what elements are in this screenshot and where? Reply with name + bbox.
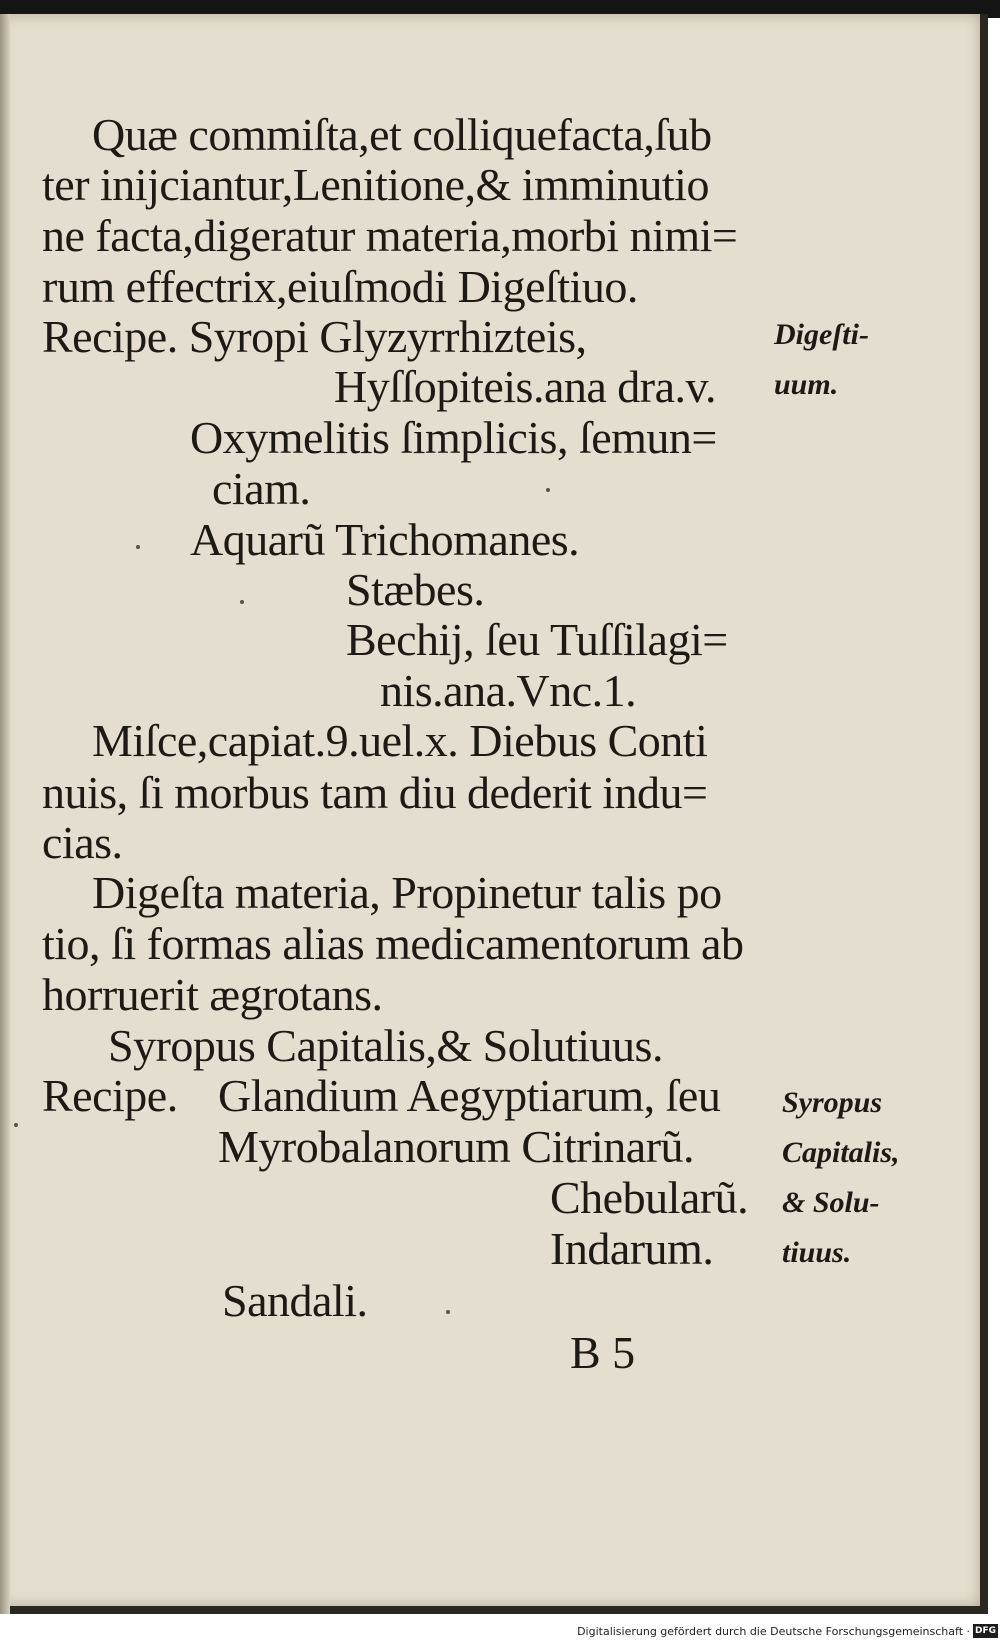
text-line: Sandali. — [222, 1275, 368, 1326]
text-line: cias. — [42, 817, 123, 868]
text-line: Bechij, ſeu Tuſſilagi= — [346, 614, 728, 665]
text-line: Quæ commiſta,et colliquefacta,ſub — [92, 109, 712, 160]
text-line: Stæbes. — [346, 564, 485, 615]
signature-mark: B 5 — [570, 1327, 636, 1378]
text-line: Miſce,capiat.9.uel.x. Diebus Conti — [92, 715, 708, 766]
text-line: Hyſſopiteis.ana dra.v. — [334, 361, 717, 412]
text-line: ter inijciantur,Lenitione,& imminutio — [42, 159, 709, 210]
ink-speck — [136, 545, 140, 549]
page-gutter-edge — [0, 14, 10, 1614]
ink-speck — [240, 600, 244, 604]
text-line: Aquarũ Trichomanes. — [190, 514, 580, 565]
text-line: Indarum. — [550, 1223, 714, 1274]
ink-speck — [14, 1123, 18, 1127]
margin-note: & Solu- — [782, 1186, 880, 1219]
text-line: nis.ana.Vnc.1. — [380, 665, 637, 716]
text-line: Recipe. Syropi Glyzyrrhizteis, — [42, 311, 587, 362]
text-line: ne facta,digeratur materia,morbi nimi= — [42, 210, 738, 261]
margin-note: Syropus — [782, 1086, 883, 1119]
text-line: tio, ſi formas alias medicamentorum ab — [42, 918, 744, 969]
text-line: ciam. — [212, 463, 311, 514]
footer-credit: Digitalisierung gefördert durch die Deutsche Forschungsgemeinschaft · — [577, 1625, 970, 1638]
ink-speck — [446, 1310, 450, 1314]
ink-speck — [546, 488, 550, 492]
text-line: horruerit ægrotans. — [42, 969, 383, 1020]
text-line: Digeſta materia, Propinetur talis po — [92, 867, 722, 918]
margin-note: tiuus. — [782, 1236, 852, 1269]
digitization-footer — [0, 1622, 1000, 1643]
text-line: Syropus Capitalis,& Solutiuus. — [108, 1020, 663, 1071]
margin-note: Capitalis, — [782, 1136, 900, 1169]
text-line: Glandium Aegyptiarum, ſeu — [218, 1070, 721, 1121]
margin-note: uum. — [774, 368, 839, 401]
text-line: Myrobalanorum Citrinarũ. — [218, 1121, 695, 1172]
text-line: Chebularũ. — [550, 1172, 749, 1223]
dfg-logo: DFG — [974, 1626, 996, 1636]
text-line: Recipe. — [42, 1070, 178, 1121]
text-line: nuis, ſi morbus tam diu dederit indu= — [42, 767, 708, 818]
margin-note: Digeſti- — [774, 318, 869, 351]
text-line: Oxymelitis ſimplicis, ſemun= — [190, 412, 717, 463]
text-line: rum effectrix,eiuſmodi Digeſtiuo. — [42, 261, 638, 312]
